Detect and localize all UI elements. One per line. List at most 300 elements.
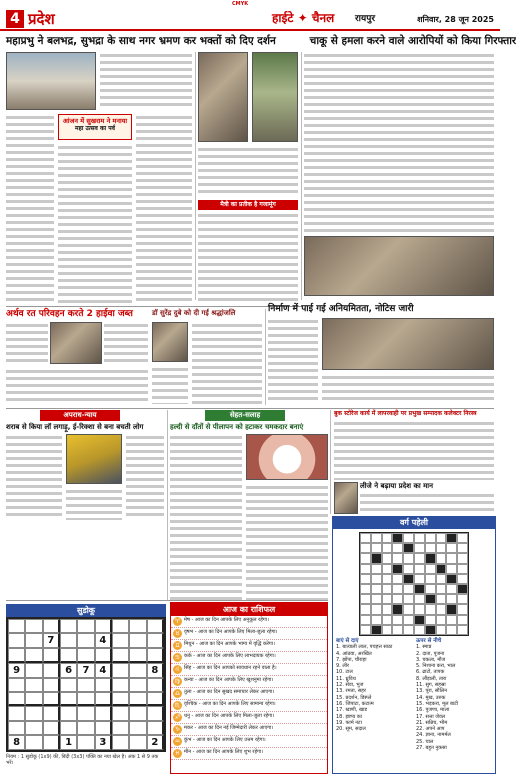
zodiac-sign-icon: ♌	[174, 666, 181, 673]
crossword-cell	[371, 625, 382, 635]
crossword-clue: 14. मुख, उरुक	[416, 694, 446, 701]
horoscope-text: धनु - आज का दिन आपके लिए मिला-जुला रहेगा।	[184, 713, 275, 719]
crossword-cell	[425, 564, 436, 574]
ceremony-photo-right	[252, 52, 298, 142]
crossword-grid	[359, 532, 469, 636]
horoscope-text: कन्या - आज का दिन आपके लिए खुशनुमा रहेगा।	[184, 677, 274, 683]
crossword-clue: 1. स्माप्र	[416, 644, 432, 651]
crossword-cell	[382, 543, 393, 553]
crossword-cell	[425, 625, 436, 635]
sudoku-cell	[25, 721, 42, 735]
zodiac-sign-icon: ♎	[174, 690, 181, 697]
sudoku-puzzle	[6, 604, 166, 752]
crossword-cell	[436, 604, 447, 614]
sudoku-cell	[95, 692, 112, 706]
law-story-text-b	[126, 434, 164, 520]
crossword-cell	[382, 553, 393, 563]
crossword-cell	[371, 615, 382, 625]
crossword-clue: 22. अपने आप	[416, 726, 445, 733]
crossword-cell	[425, 533, 436, 543]
highway-story-text-a	[6, 322, 48, 364]
crossword-cell	[446, 615, 457, 625]
crossword-clue: 20. सूम, सदाल	[336, 726, 366, 733]
crossword-clue: 9. लीर	[336, 663, 350, 670]
health-section-label: सेहत-सलाह	[205, 410, 285, 421]
irregularity-story-text-a	[268, 318, 318, 404]
sudoku-cell	[43, 678, 60, 692]
crossword-cell	[403, 604, 414, 614]
crossword-cell	[360, 594, 371, 604]
zodiac-sign-icon: ♏	[174, 702, 181, 709]
sudoku-cell	[8, 706, 25, 720]
crossword-cell	[382, 604, 393, 614]
horoscope-item	[171, 640, 327, 652]
lijje-story-text	[360, 492, 494, 514]
across-heading: बाएं से दाएं	[336, 638, 359, 644]
horoscope-item	[171, 676, 327, 688]
sudoku-cell	[60, 706, 77, 720]
crossword-cell	[382, 625, 393, 635]
crossword-clue: 13. रमता, सहर	[336, 688, 366, 695]
down-heading: ऊपर से नीचे	[416, 638, 442, 644]
sudoku-cell	[43, 721, 60, 735]
crossword-cell	[457, 533, 468, 543]
crossword-cell	[414, 564, 425, 574]
crossword-cell	[436, 615, 447, 625]
sudoku-cell: 2	[147, 735, 164, 750]
sudoku-cell	[147, 692, 164, 706]
lead-headline-row	[6, 35, 516, 48]
sudoku-cell	[112, 678, 129, 692]
crossword-cell	[403, 543, 414, 553]
horoscope-text: सिंह - आज का दिन आपको सावधान रहने वाला है।	[184, 665, 277, 671]
lead-story-text-b	[6, 114, 54, 304]
ceremony-photo-left	[198, 52, 248, 142]
irregularity-story-headline: निर्माण में पाई गई अनियमितता, नोटिस जारी	[268, 304, 414, 314]
horoscope-item	[171, 616, 327, 628]
crossword-clue: 12. सेवा, भुज	[336, 682, 364, 689]
inspection-photo	[322, 318, 494, 370]
crossword-cell	[446, 584, 457, 594]
law-story-headline: शराब से किया लॉ लगाड़ू, ई-रिक्शा से बना बचती लोग	[6, 423, 144, 431]
teeth-photo	[246, 434, 328, 480]
crossword-clue: 2. दाता, पूजना	[416, 650, 445, 657]
crossword-cell	[382, 615, 393, 625]
crossword-cell	[436, 574, 447, 584]
crossword-cell	[436, 564, 447, 574]
sudoku-cell: 1	[60, 735, 77, 750]
sudoku-cell	[8, 648, 25, 662]
sudoku-cell	[77, 648, 94, 662]
edition-date: शनिवार, 28 जून 2025	[417, 15, 494, 24]
crossword-cell	[446, 594, 457, 604]
newspaper-brand: हाईटे ✦ चैनल	[272, 11, 335, 25]
crossword-title: वर्ग पहेली	[333, 517, 495, 529]
crossword-cell	[457, 594, 468, 604]
crossword-cell	[403, 625, 414, 635]
crossword-cell	[436, 553, 447, 563]
sudoku-cell	[77, 633, 94, 648]
crossword-cell	[425, 584, 436, 594]
sudoku-cell: 6	[60, 663, 77, 678]
crossword-cell	[360, 604, 371, 614]
crossword-cell	[382, 574, 393, 584]
highway-story-text-c	[6, 368, 148, 404]
crossword-cell	[457, 604, 468, 614]
sudoku-cell: 8	[147, 663, 164, 678]
sudoku-cell	[60, 633, 77, 648]
crossword-cell	[414, 594, 425, 604]
crossword-cell	[425, 604, 436, 614]
sudoku-cell	[8, 633, 25, 648]
crossword-cell	[382, 584, 393, 594]
horoscope-item	[171, 736, 327, 748]
crossword-cell	[392, 553, 403, 563]
sudoku-cell: 3	[95, 735, 112, 750]
right-story-headline: चाकू से हमला करने वाले आरोपियों को किया गिरफ्तार	[309, 35, 516, 47]
sudoku-cell	[60, 692, 77, 706]
crossword-cell	[414, 553, 425, 563]
sudoku-title: सुडोकू	[6, 604, 166, 617]
crossword-cell	[403, 553, 414, 563]
lead-story-text-d	[136, 114, 192, 304]
sudoku-cell	[129, 735, 146, 750]
crossword-cell	[371, 543, 382, 553]
crossword-clue: 7. झोंपा, चौराहा	[336, 656, 367, 663]
horoscope-text: मेष - आज का दिन आपके लिए अनुकूल रहेगा।	[184, 617, 269, 623]
sudoku-cell	[112, 663, 129, 678]
sudoku-cell	[77, 706, 94, 720]
law-story-text-a	[6, 434, 62, 520]
crossword-clue: 13. पूरा, सौलिन	[416, 688, 448, 695]
tribute-story-text	[192, 322, 262, 404]
crossword-cell	[436, 543, 447, 553]
horoscope-box	[170, 602, 328, 774]
sudoku-cell	[77, 721, 94, 735]
sudoku-cell	[129, 648, 146, 662]
crossword-clues	[333, 636, 495, 751]
sudoku-cell	[8, 678, 25, 692]
sudoku-cell: 7	[77, 663, 94, 678]
zodiac-sign-icon: ♉	[174, 630, 181, 637]
crossword-cell	[371, 584, 382, 594]
horoscope-item	[171, 664, 327, 676]
horoscope-title: आज का राशिफल	[171, 603, 327, 616]
crossword-down-clues	[416, 638, 492, 751]
lijje-story-headline: लीजे ने बढ़ाया प्रदेश का मान	[360, 482, 433, 490]
sudoku-cell	[77, 692, 94, 706]
crossword-cell	[414, 615, 425, 625]
sudoku-cell	[147, 721, 164, 735]
sudoku-cell	[25, 648, 42, 662]
sudoku-cell	[95, 721, 112, 735]
highway-trucks-photo	[50, 322, 102, 364]
horoscope-text: मकर - आज का दिन नई जिम्मेदारी लेकर आएगा।	[184, 725, 274, 731]
crossword-cell	[457, 584, 468, 594]
sudoku-cell: 4	[95, 663, 112, 678]
tribute-story-headline: डॉ सुरेंद्र दुबे को दी गई श्रद्धांजलि	[152, 309, 236, 317]
sudoku-cell	[95, 706, 112, 720]
crossword-cell	[371, 553, 382, 563]
highlight-box-title: आंजन में सुखराम ने मनाया	[62, 117, 128, 125]
zodiac-sign-icon: ♓	[174, 750, 181, 757]
horoscope-text: वृषभ - आज का दिन आपके लिए मिला-जुला रहेगा।	[184, 629, 278, 635]
e-rickshaw-photo	[66, 434, 122, 484]
sudoku-cell	[25, 663, 42, 678]
sudoku-cell	[60, 648, 77, 662]
crossword-cell	[414, 625, 425, 635]
sudoku-cell	[147, 633, 164, 648]
horoscope-item	[171, 628, 327, 640]
crossword-cell	[446, 533, 457, 543]
crossword-cell	[425, 574, 436, 584]
horoscope-item	[171, 712, 327, 724]
horoscope-item	[171, 748, 327, 760]
crossword-cell	[403, 564, 414, 574]
masthead	[0, 9, 500, 31]
crossword-cell	[371, 564, 382, 574]
tribute-photo	[152, 322, 188, 362]
crossword-clue: 15. प्रदर्शन, डिस्प्ले	[336, 694, 372, 701]
gajamung-caption: मैत्री का प्रतीक है गजामूंग	[198, 200, 298, 210]
highlight-box	[58, 114, 132, 140]
sudoku-cell	[147, 648, 164, 662]
crossword-cell	[457, 564, 468, 574]
sudoku-cell	[112, 706, 129, 720]
sudoku-cell	[43, 619, 60, 633]
crossword-cell	[446, 564, 457, 574]
sudoku-cell	[129, 692, 146, 706]
horoscope-item	[171, 652, 327, 664]
sudoku-cell	[95, 678, 112, 692]
sudoku-cell	[112, 619, 129, 633]
horoscope-item	[171, 700, 327, 712]
arrest-photo	[304, 236, 494, 296]
crossword-cell	[446, 625, 457, 635]
crossword-cell	[360, 564, 371, 574]
crossword-clue: 3. चकला, मौज	[416, 656, 446, 663]
sudoku-cell	[77, 678, 94, 692]
sudoku-cell	[112, 692, 129, 706]
crossword-cell	[360, 615, 371, 625]
crossword-across-clues	[336, 638, 412, 751]
sudoku-cell	[25, 619, 42, 633]
sudoku-cell	[60, 721, 77, 735]
section-title: प्रदेश	[28, 10, 55, 28]
sudoku-cell	[129, 721, 146, 735]
irregularity-story-text-b	[322, 374, 494, 404]
crossword-cell	[360, 584, 371, 594]
crossword-cell	[392, 564, 403, 574]
crossword-clue: 11. ध्रुविध	[336, 675, 356, 682]
sudoku-cell	[129, 678, 146, 692]
law-story-text-c	[66, 488, 122, 520]
lead-headline: महाप्रभु ने बलभद्र, सुभद्रा के साथ नगर भ्रमण कर भक्तों को दिए दर्शन	[6, 35, 276, 47]
middle-story-text-a	[198, 146, 298, 196]
zodiac-sign-icon: ♈	[174, 618, 181, 625]
sudoku-cell	[129, 633, 146, 648]
crossword-clue: 6. ढाटो, तापक	[416, 669, 445, 676]
crossword-clue: 1. बात्याली लाल, पचहत्त साठा	[336, 644, 393, 651]
zodiac-sign-icon: ♍	[174, 678, 181, 685]
zodiac-sign-icon: ♑	[174, 726, 181, 733]
crossword-cell	[403, 594, 414, 604]
crossword-cell	[414, 604, 425, 614]
book-storage-headline: बुक स्टोरेज कार्य में लापरवाही पर प्रभुख सम्पादक कलेक्टर निरस्त्र	[334, 410, 477, 417]
sudoku-cell	[25, 706, 42, 720]
crossword-cell	[425, 553, 436, 563]
crossword-clue: 24. ज्ञाना, नामर्मल	[416, 732, 451, 739]
crossword-cell	[457, 543, 468, 553]
crossword-clue: 19. फार्म नटा	[336, 719, 362, 726]
crossword-cell	[392, 574, 403, 584]
crossword-clue: 17. खाणी, खाड	[336, 707, 368, 714]
crossword-cell	[457, 615, 468, 625]
crossword-cell	[360, 543, 371, 553]
horoscope-text: तुला - आज का दिन सुखद समाचार लेकर आएगा।	[184, 689, 275, 695]
crossword-cell	[414, 543, 425, 553]
sudoku-cell	[77, 735, 94, 750]
health-story-text-b	[246, 484, 328, 600]
crossword-cell	[392, 543, 403, 553]
sudoku-cell: 7	[43, 633, 60, 648]
zodiac-sign-icon: ♐	[174, 714, 181, 721]
sudoku-cell	[43, 706, 60, 720]
crossword-cell	[436, 594, 447, 604]
crossword-cell	[436, 533, 447, 543]
sudoku-cell	[112, 721, 129, 735]
sudoku-cell	[8, 619, 25, 633]
sudoku-cell	[8, 721, 25, 735]
lijje-photo	[334, 482, 358, 514]
horoscope-text: वृश्चिक - आज का दिन आपके लिए सामान्य रहेगा।	[184, 701, 276, 707]
health-story-text-a	[170, 434, 242, 600]
crossword-cell	[392, 615, 403, 625]
crossword-cell	[392, 625, 403, 635]
crossword-cell	[414, 533, 425, 543]
crossword-cell	[392, 584, 403, 594]
sudoku-cell	[112, 633, 129, 648]
crossword-cell	[446, 604, 457, 614]
sudoku-cell	[77, 619, 94, 633]
crossword-clue: 27. बहुत नुकसा	[416, 745, 447, 752]
print-color-mark: CMYK	[232, 1, 249, 7]
crossword-clue: 17. सत्ता जेवल	[416, 713, 446, 720]
sudoku-cell	[25, 735, 42, 750]
crossword-cell	[403, 615, 414, 625]
crossword-cell	[382, 533, 393, 543]
crossword-cell	[457, 574, 468, 584]
sudoku-cell	[112, 735, 129, 750]
sudoku-cell	[129, 619, 146, 633]
horoscope-text: कुंभ - आज का दिन आपके लिए उत्तम रहेगा।	[184, 737, 266, 743]
crossword-clue: 5. निशाना करा, भाल	[416, 663, 456, 670]
crossword-cell	[392, 594, 403, 604]
horoscope-text: मीन - आज का दिन आपके लिए शुभ रहेगा।	[184, 749, 264, 755]
sudoku-cell	[25, 678, 42, 692]
crossword-cell	[371, 574, 382, 584]
crossword-cell	[457, 625, 468, 635]
sudoku-grid	[6, 617, 166, 752]
crossword-clue: 16. जिपाटा, कटात्म	[336, 700, 374, 707]
crossword-clue: 25. चाल	[416, 738, 434, 745]
crossword-cell	[436, 584, 447, 594]
sudoku-cell	[60, 678, 77, 692]
crossword-clue: 8. लौंड़ाली, तारा	[416, 675, 447, 682]
sudoku-cell	[147, 619, 164, 633]
horoscope-item	[171, 688, 327, 700]
crossword-cell	[414, 584, 425, 594]
book-storage-text	[334, 420, 494, 480]
sudoku-cell: 9	[8, 663, 25, 678]
middle-story-text-b	[198, 212, 298, 304]
crossword-cell	[403, 584, 414, 594]
crossword-cell	[403, 533, 414, 543]
crossword-cell	[371, 604, 382, 614]
crossword-clue: 16. पुजणा, माला	[416, 707, 450, 714]
crossword-cell	[446, 574, 457, 584]
horoscope-list	[171, 616, 327, 760]
crossword-cell	[360, 533, 371, 543]
highlight-box-subtitle: महा उत्सव का पर्व	[75, 125, 115, 133]
page-number: 4	[6, 10, 24, 28]
zodiac-sign-icon: ♒	[174, 738, 181, 745]
crossword-cell	[392, 604, 403, 614]
lead-story-text-a	[100, 52, 192, 110]
sudoku-cell	[129, 706, 146, 720]
crossword-cell	[392, 533, 403, 543]
lead-story-text-c	[58, 144, 132, 304]
sudoku-cell	[95, 648, 112, 662]
sudoku-cell	[25, 692, 42, 706]
crossword-clue: 15. भड़करा, मूल बाटी	[416, 700, 459, 707]
sudoku-cell	[112, 648, 129, 662]
crossword-cell	[382, 564, 393, 574]
crossword-cell	[446, 553, 457, 563]
sudoku-cell	[25, 633, 42, 648]
crossword-cell	[360, 574, 371, 584]
crossword-clue: 4. आंठवा, अरखित	[336, 650, 372, 657]
crossword-clue: 18. इष्टप्य का	[336, 713, 363, 720]
horoscope-text: मिथुन - आज का दिन आपके भाग्य में वृद्धि करेगा।	[184, 641, 275, 647]
sudoku-cell	[147, 678, 164, 692]
crossword-clue: 11. सुग, सहस्रा	[416, 682, 446, 689]
sudoku-cell	[60, 619, 77, 633]
sudoku-cell	[95, 619, 112, 633]
horoscope-text: कर्क - आज का दिन आपके लिए लाभदायक रहेगा।	[184, 653, 276, 659]
sudoku-cell	[43, 648, 60, 662]
crossword-clue: 10. टाल	[336, 669, 353, 676]
crossword-cell	[436, 625, 447, 635]
crossword-cell	[425, 615, 436, 625]
tribute-story-text-b	[152, 366, 188, 404]
sudoku-cell	[8, 692, 25, 706]
sudoku-cell	[43, 663, 60, 678]
sudoku-cell: 4	[95, 633, 112, 648]
crossword-cell	[382, 594, 393, 604]
crossword-cell	[457, 553, 468, 563]
sudoku-cell: 8	[8, 735, 25, 750]
crossword-box	[332, 516, 496, 774]
crossword-cell	[371, 594, 382, 604]
crossword-cell	[414, 574, 425, 584]
sudoku-cell	[129, 663, 146, 678]
crossword-cell	[446, 543, 457, 553]
right-story-text	[304, 52, 494, 232]
zodiac-sign-icon: ♋	[174, 654, 181, 661]
edition-city: रायपुर	[355, 14, 376, 24]
crossword-cell	[360, 553, 371, 563]
